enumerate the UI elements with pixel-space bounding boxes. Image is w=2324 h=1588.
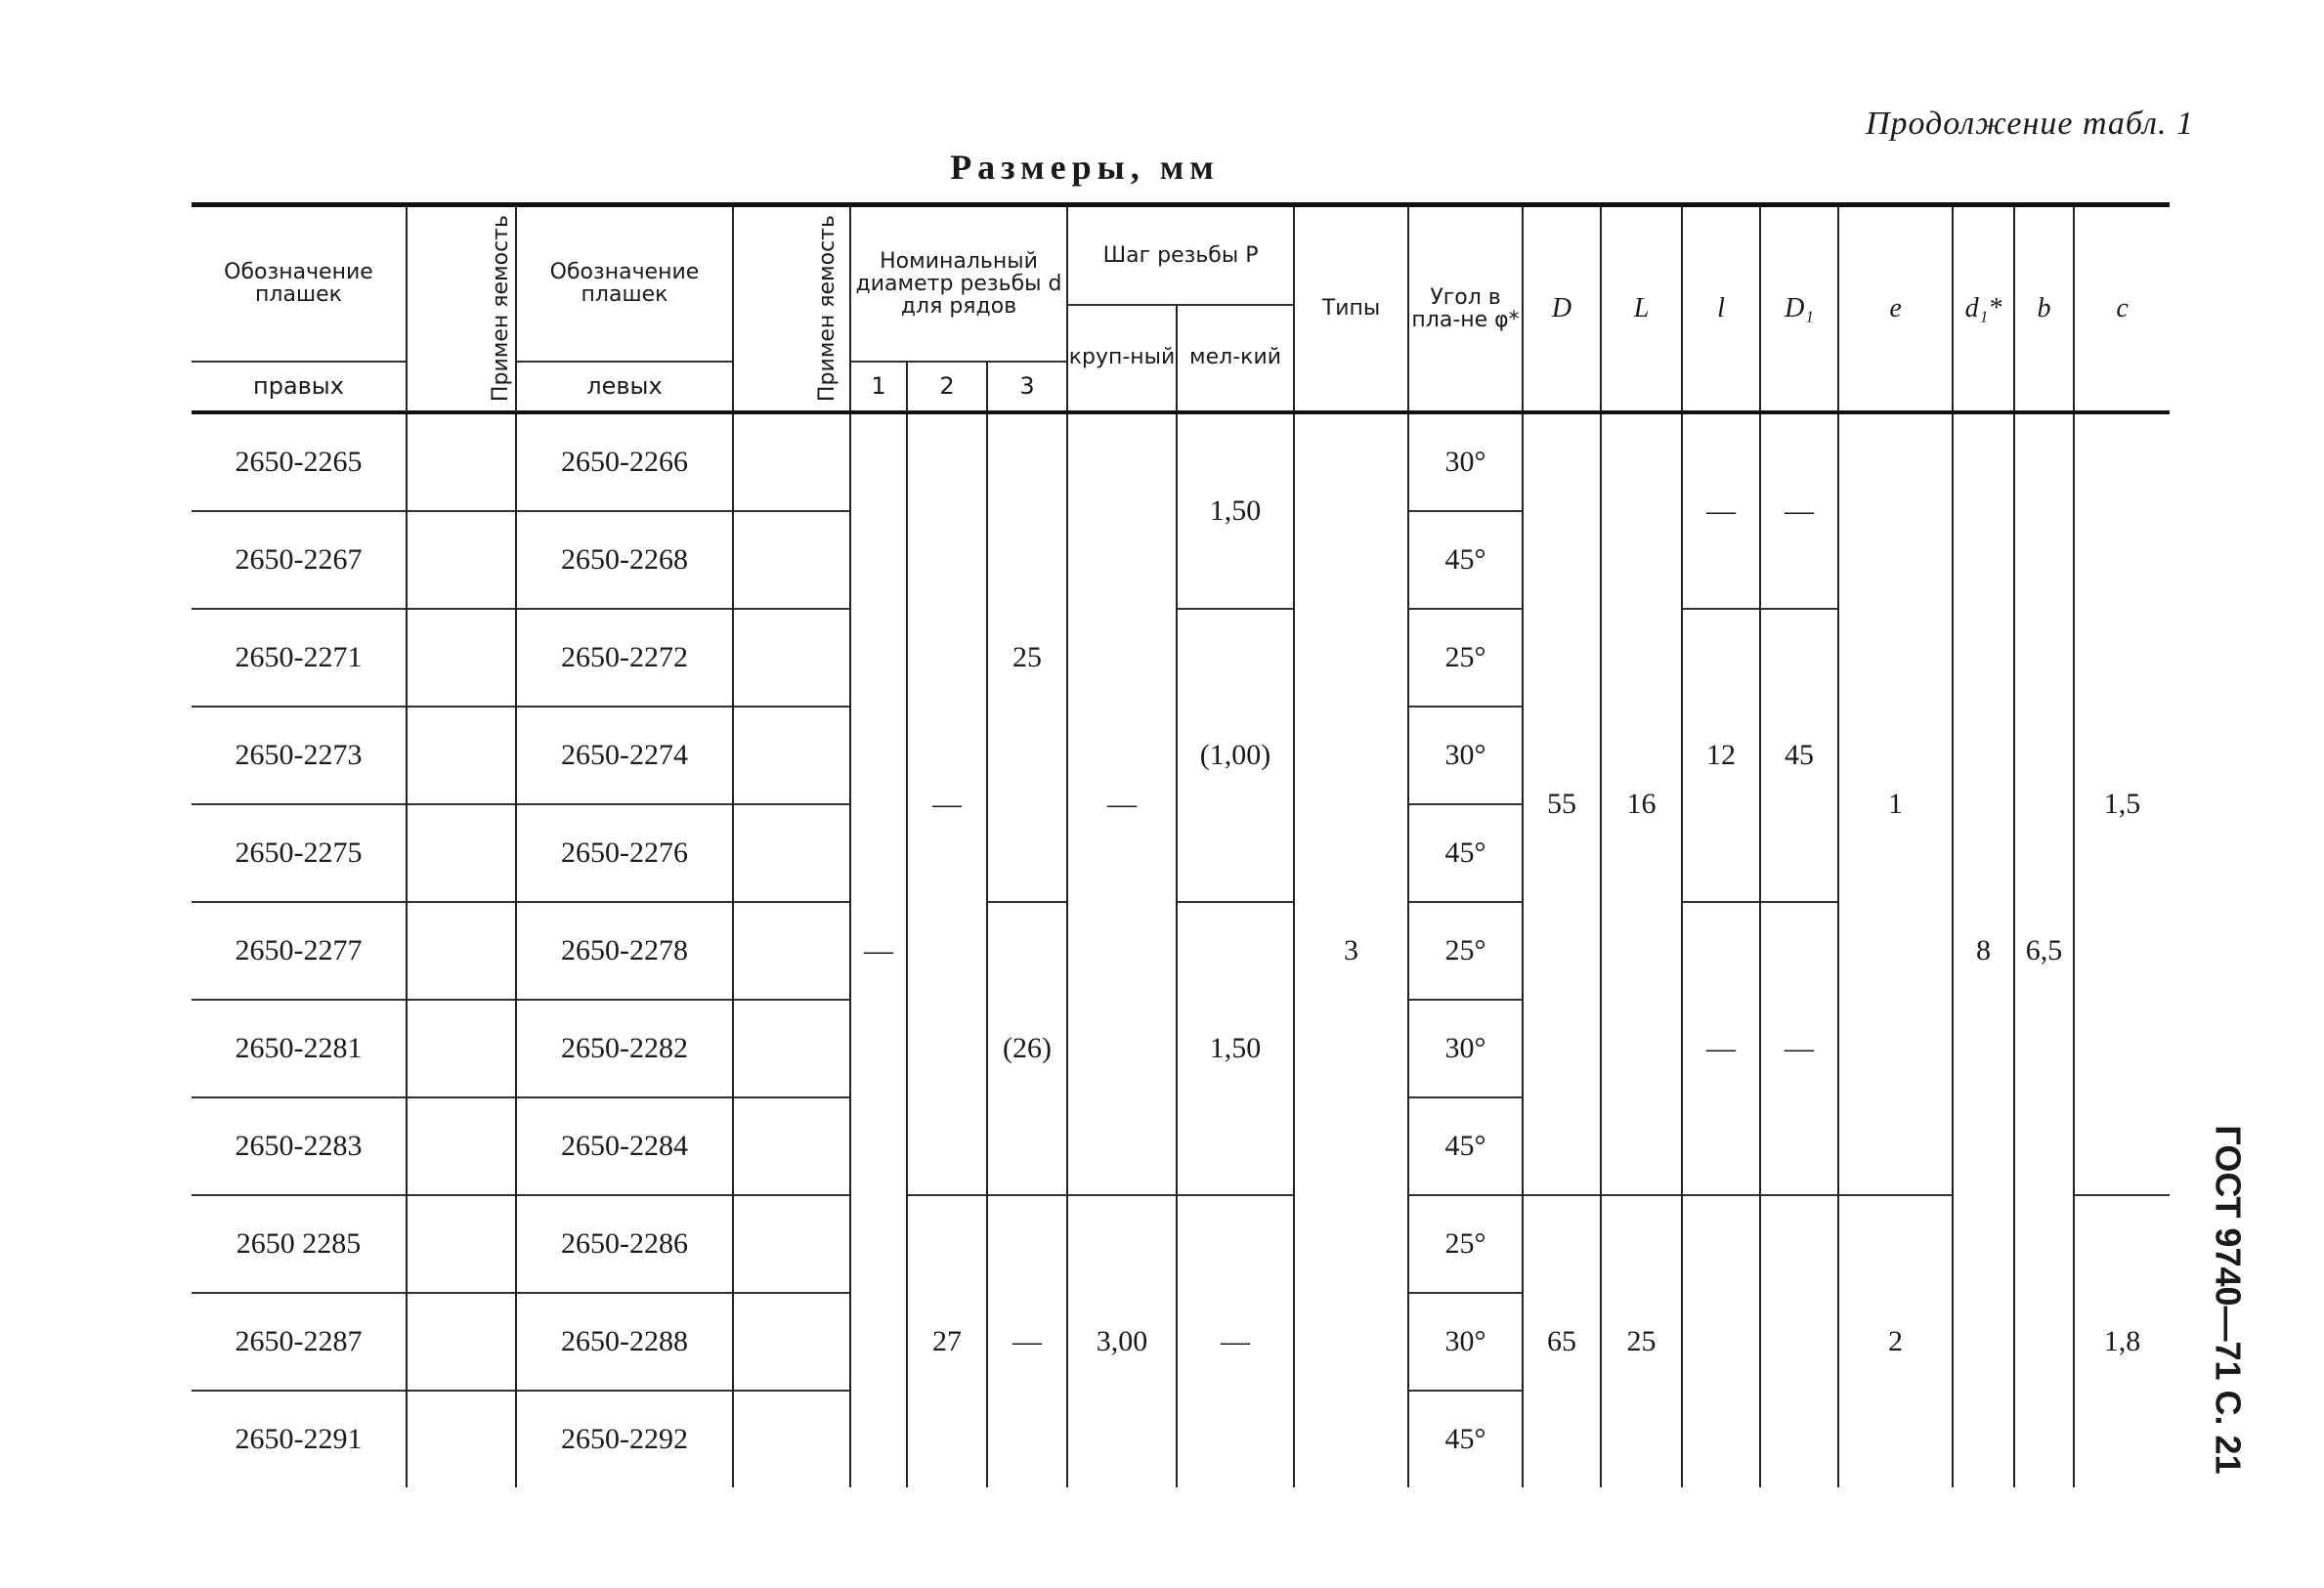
left-designation: 2650-2266 [516,412,733,511]
header-left: левых [516,362,733,412]
left-applicability [733,804,850,902]
left-applicability [733,609,850,707]
continuation-label: Продолжение табл. 1 [1865,106,2194,142]
header-coarse: круп-ный [1067,305,1177,412]
header-L: L [1601,205,1682,412]
header-row-2: 2 [907,362,987,412]
angle-value: 25° [1408,1195,1523,1293]
left-designation: 2650-2286 [516,1195,733,1293]
header-D: D [1523,205,1601,412]
e-a: 1 [1838,412,1953,1195]
left-applicability [733,1097,850,1195]
diameter-row3-b: (26) [987,902,1067,1195]
left-designation: 2650-2278 [516,902,733,1000]
L-a: 16 [1601,412,1682,1195]
l-d [1682,1195,1760,1487]
d1-value: 8 [1953,412,2014,1487]
pitch-fine-d: — [1177,1195,1294,1487]
pitch-coarse-b: 3,00 [1067,1195,1177,1487]
right-applicability [407,1391,516,1487]
header-b: b [2014,205,2074,412]
left-applicability [733,412,850,511]
right-applicability [407,707,516,804]
right-designation: 2650 2285 [192,1195,407,1293]
header-designation-right: Обозначение плашек [192,205,407,362]
left-applicability [733,1000,850,1097]
b-value: 6,5 [2014,412,2074,1487]
diameter-row1: — [850,412,907,1487]
right-applicability [407,1000,516,1097]
D1-c: — [1760,902,1838,1195]
header-types: Типы [1294,205,1408,412]
angle-value: 30° [1408,707,1523,804]
left-designation: 2650-2288 [516,1293,733,1391]
header-applicability-left: Примен яемость [733,205,850,412]
diameter-row3-a: 25 [987,412,1067,902]
left-designation: 2650-2284 [516,1097,733,1195]
header-angle: Угол в пла-не φ* [1408,205,1523,412]
left-designation: 2650-2292 [516,1391,733,1487]
c-b: 1,8 [2074,1195,2170,1487]
right-designation: 2650-2277 [192,902,407,1000]
angle-value: 30° [1408,1293,1523,1391]
header-l: l [1682,205,1760,412]
left-applicability [733,902,850,1000]
right-designation: 2650-2273 [192,707,407,804]
angle-value: 45° [1408,511,1523,609]
D1-a: — [1760,412,1838,609]
angle-value: 45° [1408,1391,1523,1487]
right-applicability [407,609,516,707]
diameter-row2-b: 27 [907,1195,987,1487]
left-applicability [733,511,850,609]
c-a: 1,5 [2074,412,2170,1195]
left-applicability [733,1391,850,1487]
left-applicability [733,1195,850,1293]
right-applicability [407,902,516,1000]
angle-value: 25° [1408,902,1523,1000]
dimensions-table [192,202,2170,1487]
header-D1: D₁ [1760,205,1838,412]
header-applicability-right: Примен яемость [407,205,516,412]
left-applicability [733,1293,850,1391]
left-designation: 2650-2272 [516,609,733,707]
pitch-coarse-a: — [1067,412,1177,1195]
e-b: 2 [1838,1195,1953,1487]
left-designation: 2650-2282 [516,1000,733,1097]
angle-value: 30° [1408,1000,1523,1097]
right-designation: 2650-2281 [192,1000,407,1097]
right-applicability [407,804,516,902]
right-designation: 2650-2283 [192,1097,407,1195]
right-applicability [407,511,516,609]
header-e: e [1838,205,1953,412]
pitch-fine-c: 1,50 [1177,902,1294,1195]
l-c: — [1682,902,1760,1195]
header-c: c [2074,205,2170,412]
right-applicability [407,1293,516,1391]
angle-value: 45° [1408,1097,1523,1195]
diameter-row3-c: — [987,1195,1067,1487]
left-applicability [733,707,850,804]
left-designation: 2650-2274 [516,707,733,804]
header-designation-left: Обозначение плашек [516,205,733,362]
standard-reference-text: ГОСТ 9740—71 С. 21 [2209,1125,2249,1475]
angle-value: 30° [1408,412,1523,511]
right-applicability [407,1097,516,1195]
right-designation: 2650-2267 [192,511,407,609]
right-applicability [407,1195,516,1293]
angle-value: 45° [1408,804,1523,902]
pitch-fine-a: 1,50 [1177,412,1294,609]
right-applicability [407,412,516,511]
right-designation: 2650-2271 [192,609,407,707]
table-row [192,1195,2170,1293]
L-b: 25 [1601,1195,1682,1487]
header-pitch: Шаг резьбы P [1067,205,1294,305]
header-fine: мел-кий [1177,305,1294,412]
right-designation: 2650-2275 [192,804,407,902]
right-designation: 2650-2287 [192,1293,407,1391]
left-designation: 2650-2276 [516,804,733,902]
D-b: 65 [1523,1195,1601,1487]
right-designation: 2650-2265 [192,412,407,511]
l-a: — [1682,412,1760,609]
left-designation: 2650-2268 [516,511,733,609]
right-designation: 2650-2291 [192,1391,407,1487]
pitch-fine-b: (1,00) [1177,609,1294,902]
angle-value: 25° [1408,609,1523,707]
header-row-1: 1 [850,362,907,412]
D1-b: 45 [1760,609,1838,902]
header-d1: d₁* [1953,205,2014,412]
D-a: 55 [1523,412,1601,1195]
standard-reference [2199,1124,2258,1476]
table-caption: Размеры, мм [950,148,1220,187]
types-value: 3 [1294,412,1408,1487]
header-right: правых [192,362,407,412]
D1-d [1760,1195,1838,1487]
header-nominal-diameter: Номинальный диаметр резьбы d для рядов [850,205,1067,362]
l-b: 12 [1682,609,1760,902]
table-row [192,412,2170,511]
header-row-3: 3 [987,362,1067,412]
diameter-row2-a: — [907,412,987,1195]
